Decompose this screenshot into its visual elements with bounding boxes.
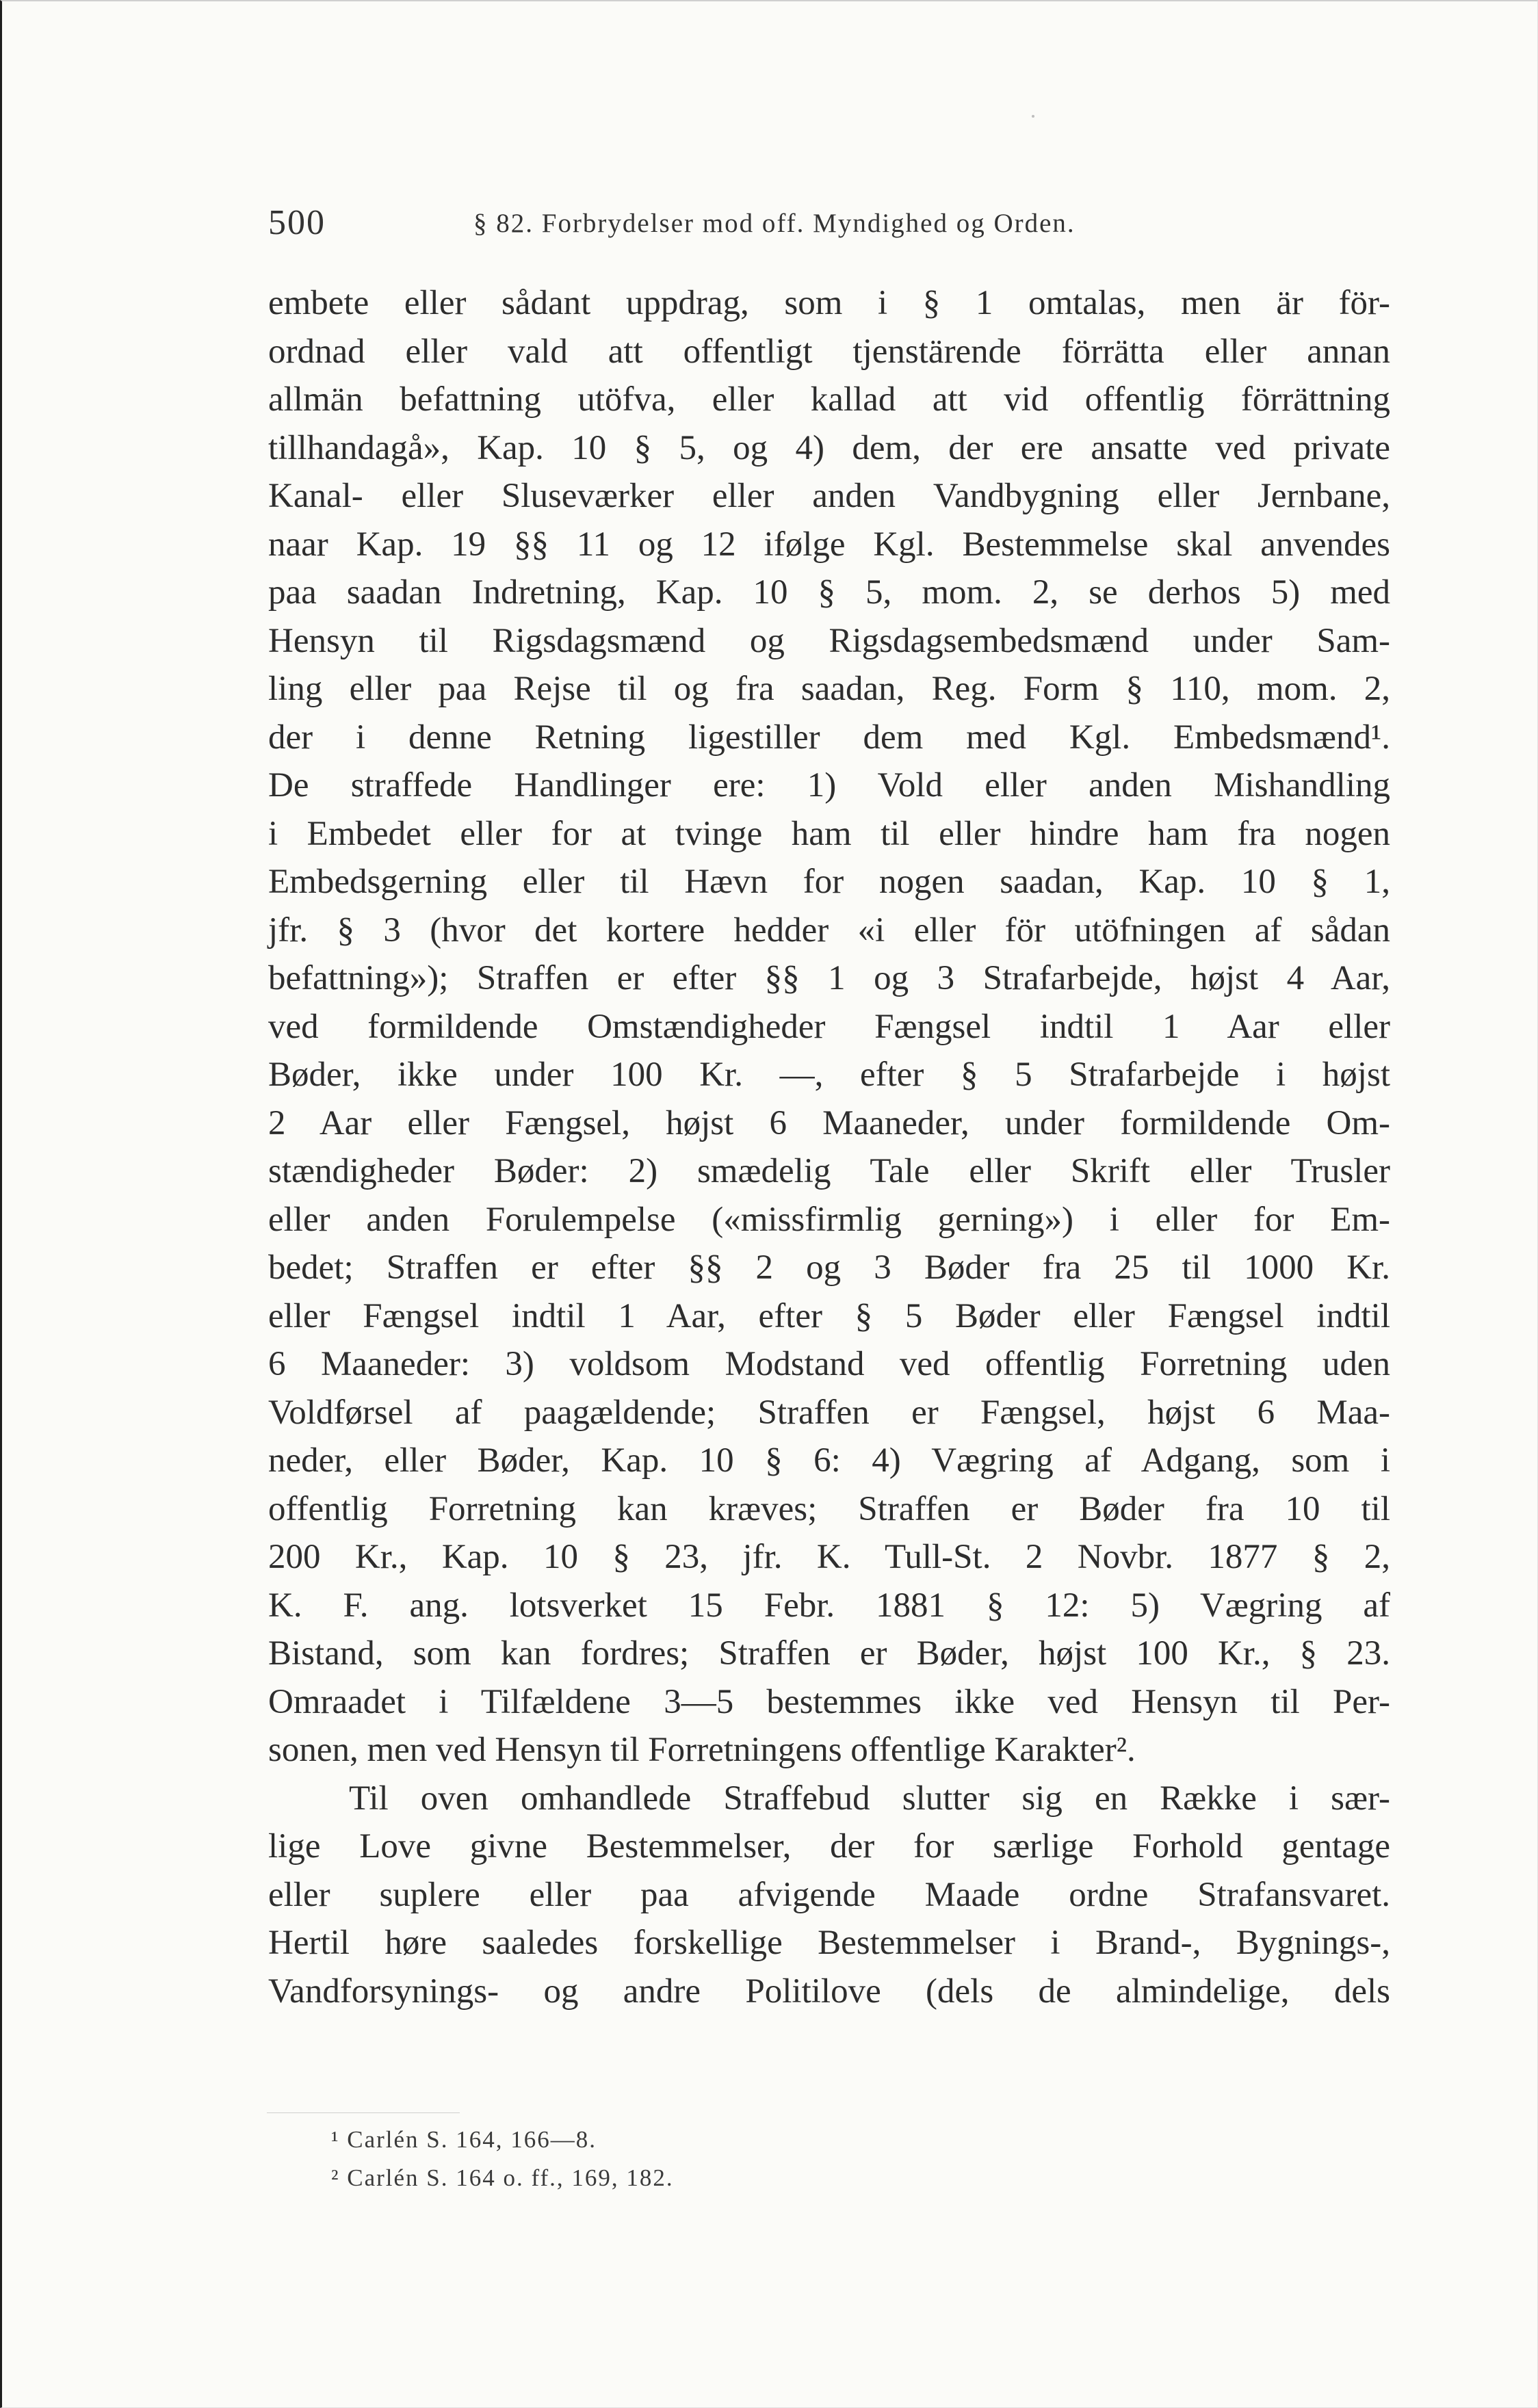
text-line: neder, eller Bøder, Kap. 10 § 6: 4) Vægring af Adgang, som i — [268, 1441, 1390, 1480]
page-number: 500 — [268, 203, 326, 242]
text-line: paa saadan Indretning, Kap. 10 § 5, mom. 2, se derhos 5) med — [268, 573, 1390, 612]
text-line: Kanal- eller Sluseværker eller anden Vandbygning eller Jernbane, — [268, 477, 1390, 515]
text-line: ordnad eller vald att offentligt tjenstärende förrätta eller annan — [268, 332, 1390, 371]
footnote-2: ² Carlén S. 164 o. ff., 169, 182. — [331, 2164, 674, 2191]
text-line: Omraadet i Tilfældene 3—5 bestemmes ikke ved Hensyn til Per- — [268, 1682, 1390, 1721]
text-line: Hertil høre saaledes forskellige Bestemmelser i Brand-, Bygnings-, — [268, 1924, 1390, 1962]
body-text — [268, 279, 1390, 2015]
text-line: offentlig Forretning kan kræves; Straffen er Bøder fra 10 til — [268, 1489, 1390, 1528]
text-line: 2 Aar eller Fængsel, højst 6 Maaneder, under formildende Om- — [268, 1103, 1390, 1142]
text-line: sonen, men ved Hensyn til Forretningens offentlige Karakter². — [268, 1731, 1136, 1769]
text-line: Hensyn til Rigsdagsmænd og Rigsdagsembedsmænd under Sam- — [268, 621, 1390, 660]
text-line: 200 Kr., Kap. 10 § 23, jfr. K. Tull-St. 2 Novbr. 1877 § 2, — [268, 1538, 1390, 1576]
text-line: embete eller sådant uppdrag, som i § 1 omtalas, men är för- — [268, 284, 1390, 322]
text-line: der i denne Retning ligestiller dem med Kgl. Embedsmænd¹. — [268, 718, 1390, 757]
text-line: ling eller paa Rejse til og fra saadan, Reg. Form § 110, mom. 2, — [268, 670, 1390, 708]
footnote-1: ¹ Carlén S. 164, 166—8. — [331, 2126, 597, 2153]
text-line: 6 Maaneder: 3) voldsom Modstand ved offentlig Forretning uden — [268, 1345, 1390, 1383]
paragraph-2 — [268, 1775, 1390, 2016]
footnotes — [268, 2121, 1089, 2197]
text-line: jfr. § 3 (hvor det kortere hedder «i eller för utöfningen af sådan — [268, 911, 1390, 950]
text-line: eller suplere eller paa afvigende Maade ordne Strafansvaret. — [268, 1875, 1390, 1914]
text-line: Bistand, som kan fordres; Straffen er Bøder, højst 100 Kr., § 23. — [268, 1634, 1390, 1673]
text-line: eller anden Forulempelse («missfirmlig gerning») i eller for Em- — [268, 1200, 1390, 1239]
text-line: Embedsgerning eller til Hævn for nogen saadan, Kap. 10 § 1, — [268, 863, 1390, 901]
running-title: § 82. Forbrydelser mod off. Myndighed og Orden. — [473, 209, 1076, 238]
text-line: stændigheder Bøder: 2) smædelig Tale eller Skrift eller Trusler — [268, 1152, 1390, 1190]
paragraph-1 — [268, 279, 1390, 1775]
text-line: De straffede Handlinger ere: 1) Vold eller anden Mishandling — [268, 766, 1390, 804]
text-line: Vandforsynings- og andre Politilove (dels de almindelige, dels — [268, 1972, 1390, 2011]
text-line: K. F. ang. lotsverket 15 Febr. 1881 § 12: 5) Vægring af — [268, 1586, 1390, 1625]
text-line: bedet; Straffen er efter §§ 2 og 3 Bøder fra 25 til 1000 Kr. — [268, 1248, 1390, 1287]
text-line: lige Love givne Bestemmelser, der for særlige Forhold gentage — [268, 1827, 1390, 1866]
text-line: Til oven omhandlede Straffebud slutter sig en Række i sær- — [349, 1779, 1390, 1818]
text-line: tillhandagå», Kap. 10 § 5, og 4) dem, der ere ansatte ved private — [268, 428, 1390, 467]
paper-speck — [1032, 115, 1034, 118]
text-line: eller Fængsel indtil 1 Aar, efter § 5 Bøder eller Fængsel indtil — [268, 1296, 1390, 1335]
text-line: naar Kap. 19 §§ 11 og 12 ifølge Kgl. Bestemmelse skal anvendes — [268, 525, 1390, 564]
page-header — [268, 202, 1253, 244]
text-line: befattning»); Straffen er efter §§ 1 og 3 Strafarbejde, højst 4 Aar, — [268, 959, 1390, 997]
text-line: Voldførsel af paagældende; Straffen er Fængsel, højst 6 Maa- — [268, 1393, 1390, 1432]
text-line: Bøder, ikke under 100 Kr. —, efter § 5 Strafarbejde i højst — [268, 1056, 1390, 1094]
text-line: i Embedet eller for at tvinge ham til eller hindre ham fra nogen — [268, 814, 1390, 853]
footnote-separator — [267, 2112, 460, 2113]
text-line: allmän befattning utöfva, eller kallad att vid offentlig förrättning — [268, 380, 1390, 419]
text-line: ved formildende Omstændigheder Fængsel indtil 1 Aar eller — [268, 1007, 1390, 1046]
